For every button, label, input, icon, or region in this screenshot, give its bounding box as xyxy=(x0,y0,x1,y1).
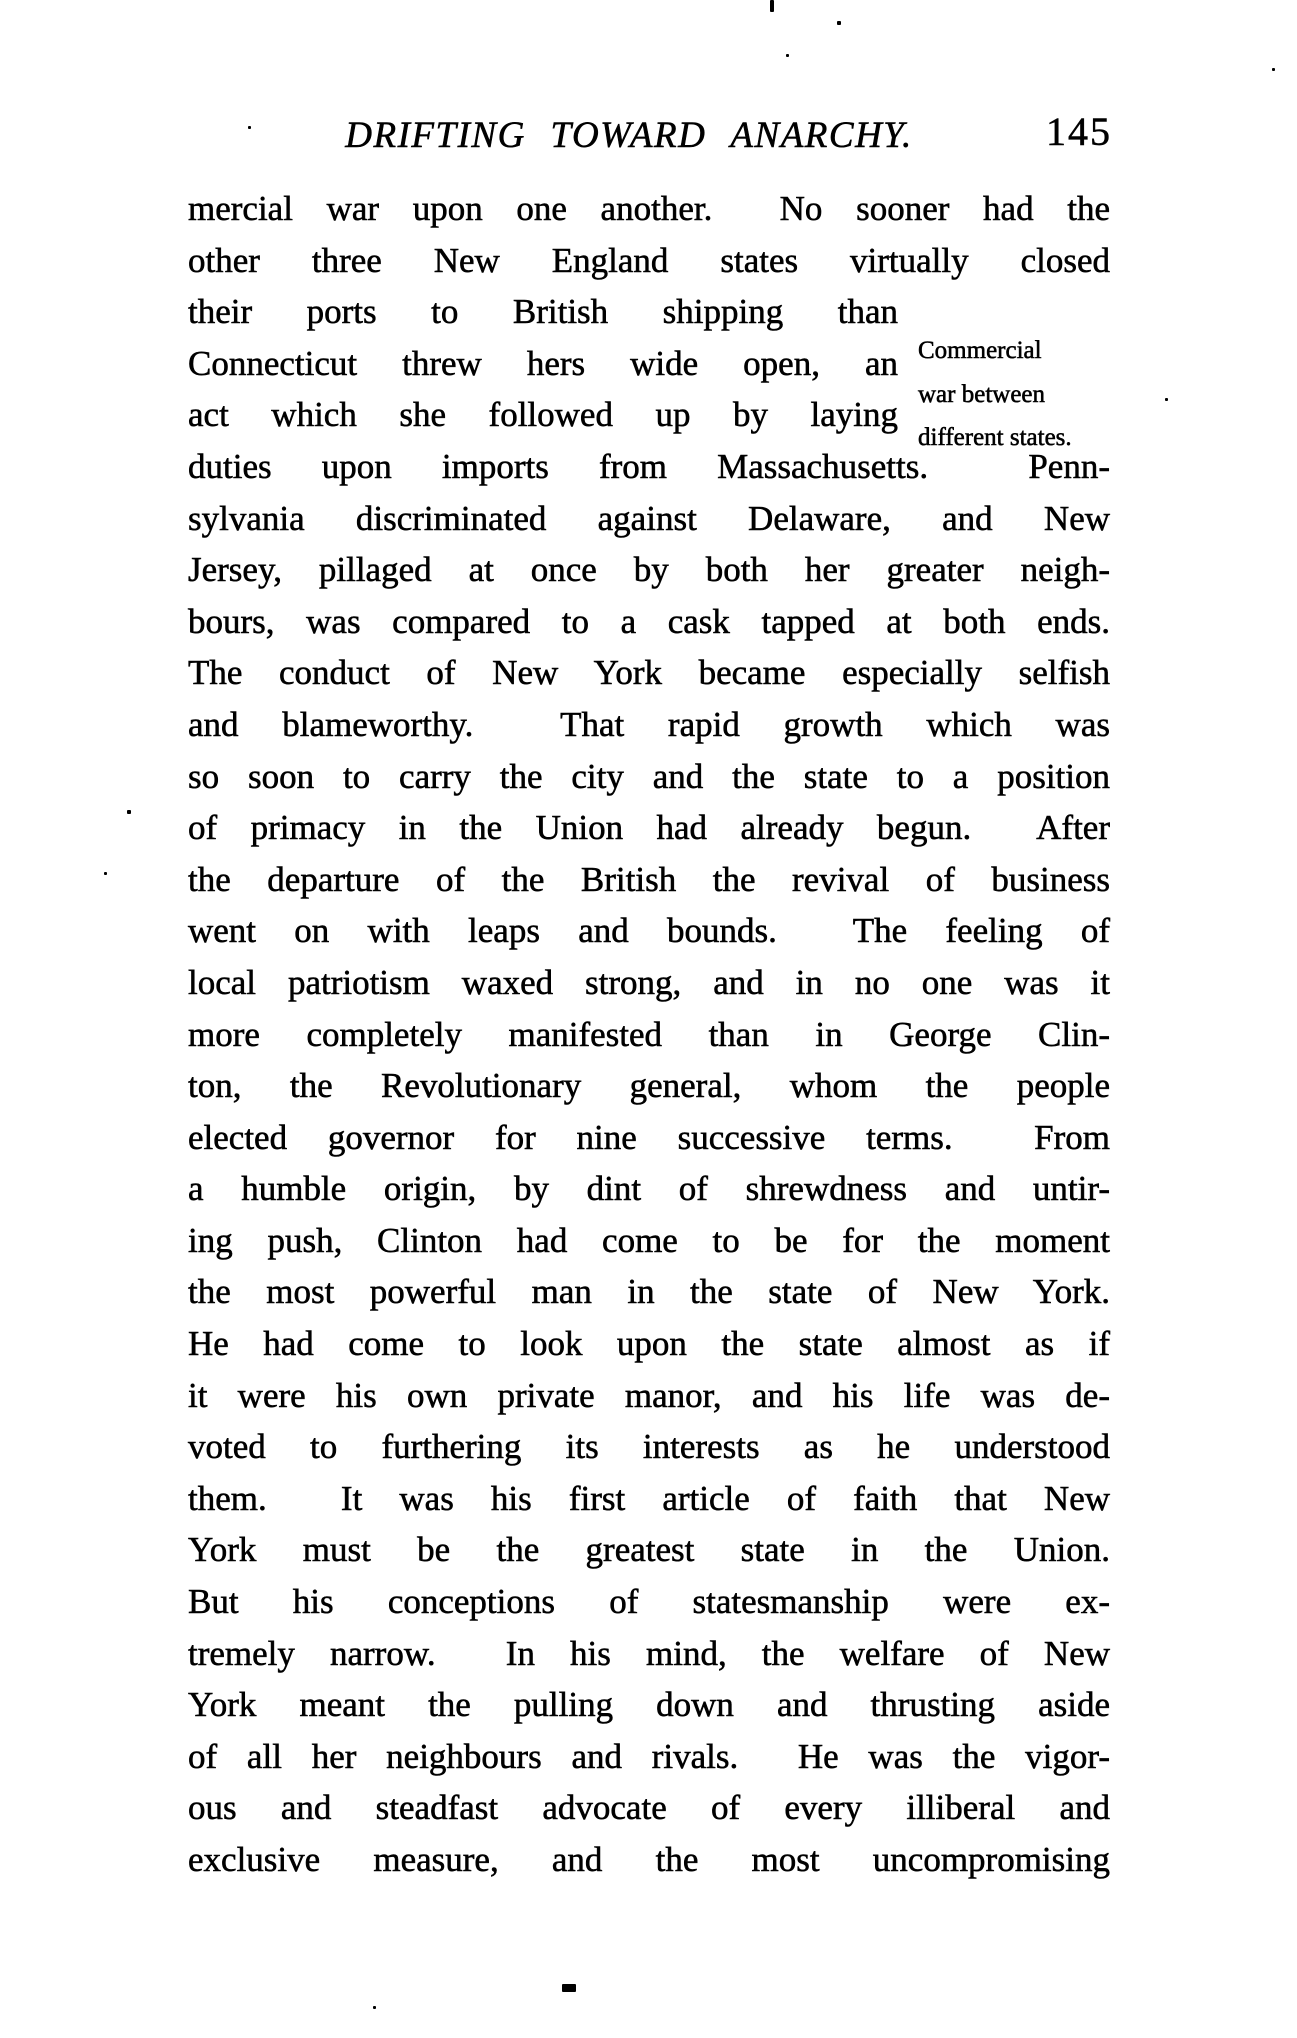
sidenote-line: Commercial xyxy=(918,337,1042,364)
body-line: it were his own private manor, and his life was de- xyxy=(188,1375,1110,1415)
ink-speck xyxy=(373,2006,376,2009)
body-line: elected governor for nine successive terms. From xyxy=(188,1117,1110,1157)
ink-speck xyxy=(770,0,774,12)
margin-sidenote xyxy=(918,329,1138,460)
body-line: tremely narrow. In his mind, the welfare of New xyxy=(188,1633,1110,1673)
sidenote-line: war between xyxy=(918,380,1046,408)
page-number: 145 xyxy=(1046,109,1112,154)
body-line: them. It was his first article of faith that New xyxy=(188,1478,1110,1518)
body-line: act which she followed up by laying xyxy=(188,395,898,435)
running-header-title: DRIFTING TOWARD ANARCHY. xyxy=(345,115,913,156)
body-line: local patriotism waxed strong, and in no one was it xyxy=(188,962,1110,1002)
ink-speck xyxy=(1165,398,1168,401)
sidenote-line: different states. xyxy=(918,424,1072,451)
body-line: York must be the greatest state in the Union. xyxy=(188,1530,1110,1570)
ink-speck xyxy=(248,126,251,129)
body-line: of all her neighbours and rivals. He was the vigor- xyxy=(188,1736,1110,1776)
body-line: went on with leaps and bounds. The feeling of xyxy=(188,911,1110,951)
body-line: voted to furthering its interests as he understood xyxy=(188,1427,1110,1467)
body-line: mercial war upon one another. No sooner had the xyxy=(188,189,1110,228)
body-line: But his conceptions of statesmanship were ex- xyxy=(188,1582,1110,1622)
ink-speck xyxy=(786,54,789,57)
body-line: other three New England states virtually closed xyxy=(188,240,1110,280)
body-line: the most powerful man in the state of New York. xyxy=(188,1272,1110,1312)
ink-speck xyxy=(127,810,131,814)
body-line: bours, was compared to a cask tapped at both ends. xyxy=(188,601,1110,641)
ink-speck xyxy=(104,872,107,875)
body-line: ing push, Clinton had come to be for the moment xyxy=(188,1220,1110,1260)
body-line: and blameworthy. That rapid growth which was xyxy=(188,704,1110,744)
body-line: York meant the pulling down and thrusting aside xyxy=(188,1685,1110,1725)
body-line: so soon to carry the city and the state to a position xyxy=(188,756,1110,796)
body-line: of primacy in the Union had already begun. After xyxy=(188,808,1110,848)
ink-speck xyxy=(562,1984,576,1992)
body-line: ton, the Revolutionary general, whom the people xyxy=(188,1066,1110,1106)
ink-speck xyxy=(1272,68,1275,71)
body-line: more completely manifested than in George Clin- xyxy=(188,1014,1110,1054)
body-line: ous and steadfast advocate of every illiberal and xyxy=(188,1788,1110,1828)
body-line: duties upon imports from Massachusetts. Penn- xyxy=(188,446,1110,486)
body-line: The conduct of New York became especially selfish xyxy=(188,653,1110,693)
body-line: Connecticut threw hers wide open, an xyxy=(188,343,898,383)
body-line: Jersey, pillaged at once by both her greater neigh- xyxy=(188,550,1110,590)
body-line: He had come to look upon the state almost as if xyxy=(188,1324,1110,1364)
body-line: exclusive measure, and the most uncompromising xyxy=(188,1840,1110,1879)
body-line: the departure of the British the revival of business xyxy=(188,859,1110,899)
body-line: a humble origin, by dint of shrewdness and untir- xyxy=(188,1169,1110,1209)
body-line: their ports to British shipping than xyxy=(188,292,898,332)
body-line: sylvania discriminated against Delaware, and New xyxy=(188,498,1110,538)
ink-speck xyxy=(837,21,841,25)
